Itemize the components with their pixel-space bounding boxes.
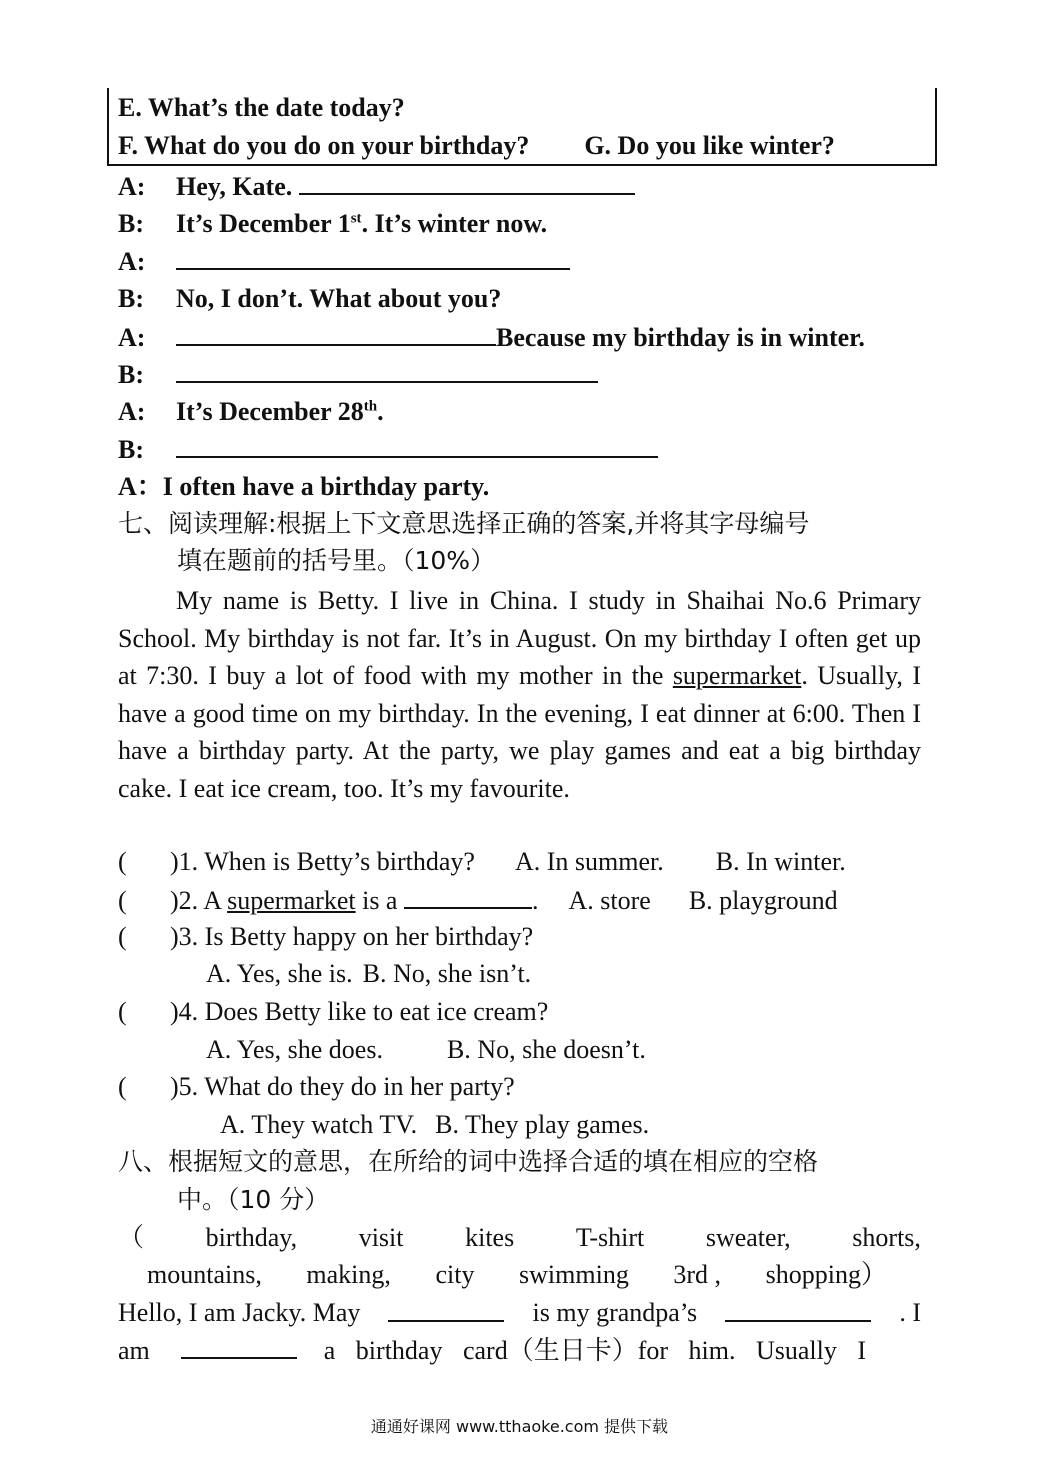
option-a: A. They watch TV. [220,1110,418,1139]
dialogue-line [118,320,865,355]
speaker: A： [118,472,163,501]
question-1 [118,845,846,879]
speaker: B: [118,435,144,464]
dialogue-text: I often have a birthday party. [162,472,490,501]
word-bank-item: making, [306,1260,391,1289]
question-3-options [206,957,531,991]
option-f: F. What do you do on your birthday? [118,131,530,160]
word-bank-item: T-shirt [575,1223,645,1252]
passage-text: My name is Betty. I live in China. I study in Shaihai No.6 Primary School. My birthday is not far. It’s in August. On my birthday I often get up at 7:30. I buy a lot of food with my mother in the [118,586,921,690]
answer-paren[interactable]: ( [118,847,127,876]
question-text: . [531,886,539,915]
answer-paren[interactable]: ( [118,1072,127,1101]
dialogue-text: Hey, Kate. [176,172,293,201]
word-bank-row-2 [147,1258,887,1292]
option-a: A. store [568,886,651,915]
passage-underlined-word: supermarket [672,661,802,690]
option-b: B. No, she doesn’t. [446,1035,646,1064]
speaker: B: [118,360,144,389]
dialogue-line [118,244,570,279]
question-4-options [206,1033,646,1067]
word-bank-item: city [435,1260,475,1289]
speaker: A: [118,397,146,426]
word-bank-item: visit [358,1223,404,1252]
answer-paren[interactable]: ( [118,922,127,951]
speaker: A: [118,247,146,276]
speaker: A: [118,323,146,352]
question-underlined-word: supermarket [227,886,356,915]
speaker: B: [118,209,144,238]
answer-blank[interactable] [299,169,635,195]
word-bank-item: 3rd , [673,1260,722,1289]
section7-heading: 七、阅读理解:根据上下文意思选择正确的答案,并将其字母编号 [118,509,810,538]
dialogue-text: . It’s winter now. [361,209,548,238]
question-2 [118,883,838,918]
word-bank-item: shopping） [765,1260,887,1289]
dialogue-line [118,357,598,392]
reading-passage [118,582,921,807]
dialogue-text: No, I don’t. What about you? [176,284,502,313]
question-4 [118,995,548,1029]
question-3 [118,920,533,954]
dialogue-text: It’s December 1 [176,209,351,238]
ordinal-suffix: st [350,210,362,227]
cloze-text: Hello, I am Jacky. May [118,1298,361,1327]
speaker: A: [118,172,146,201]
word-bank-item: swimming [519,1260,629,1289]
answer-blank[interactable] [176,244,570,270]
answer-blank[interactable] [176,357,598,383]
option-e: E. What’s the date today? [118,93,405,122]
dialogue-line [118,282,501,316]
ordinal-suffix: th [363,398,378,415]
word-bank-item: birthday, [205,1223,298,1252]
section8-heading: 八、根据短文的意思，在所给的词中选择合适的填在相应的空格 [118,1147,819,1176]
question-text: )3. Is Betty happy on her birthday? [170,922,534,951]
section7-heading-cont: 填在题前的括号里。（10%） [177,546,496,575]
answer-paren[interactable]: ( [118,997,127,1026]
word-bank-item: sweater, [705,1223,791,1252]
speaker: B: [118,284,144,313]
cloze-text: a birthday card（生日卡）for him. Usually I [323,1336,866,1365]
cloze-line-2 [118,1333,921,1368]
question-5 [118,1070,515,1104]
question-text: is a [355,886,398,915]
word-bank-row-1 [118,1221,921,1255]
cloze-blank[interactable] [388,1296,504,1322]
option-f-g-row [118,129,835,163]
word-bank-item: shorts, [852,1223,921,1252]
option-b: B. playground [688,886,838,915]
answer-blank[interactable] [176,320,496,346]
cloze-blank[interactable] [181,1333,297,1359]
footer-credit: 通通好课网 www.tthaoke.com 提供下载 [370,1417,669,1436]
answer-paren[interactable]: ( [118,886,127,915]
option-b: B. In winter. [715,847,846,876]
dialogue-line [118,432,658,467]
dialogue-line [118,395,384,429]
answer-blank[interactable] [404,883,532,909]
question-5-options [220,1108,649,1142]
dialogue-line [118,470,489,504]
option-a: A. Yes, she is. [206,959,353,988]
option-b: B. They play games. [435,1110,650,1139]
passage-text: . Usually, I have a good time on my birthday. In the evening, I eat dinner at 6:00. Then I have a birthday party. At the party, we play games and eat a big birthday cake. I eat ice cream, too. It’s my favourite. [118,661,921,803]
dialogue-text: It’s December 28 [176,397,364,426]
section8-heading-cont: 中。（10 分） [177,1185,330,1214]
cloze-blank[interactable] [725,1296,871,1322]
question-text: )5. What do they do in her party? [170,1072,515,1101]
dialogue-line [118,207,547,241]
question-text: )4. Does Betty like to eat ice cream? [170,997,549,1026]
cloze-text: is my grandpa’s [532,1298,698,1327]
dialogue-text: . [377,397,384,426]
cloze-text: am [118,1336,150,1365]
word-bank-item: kites [465,1223,515,1252]
option-b: B. No, she isn’t. [362,959,532,988]
answer-blank[interactable] [176,432,658,458]
word-bank-item: mountains, [147,1260,262,1289]
dialogue-text: Because my birthday is in winter. [496,323,865,352]
cloze-text: . I [899,1298,921,1327]
cloze-line-1 [118,1296,921,1330]
word-bank-paren: （ [118,1223,145,1252]
option-a: A. Yes, she does. [206,1035,383,1064]
option-g: G. Do you like winter? [584,131,835,160]
question-text: )1. When is Betty’s birthday? [170,847,475,876]
dialogue-line [118,169,635,204]
question-text: )2. A [170,886,228,915]
option-a: A. In summer. [514,847,664,876]
